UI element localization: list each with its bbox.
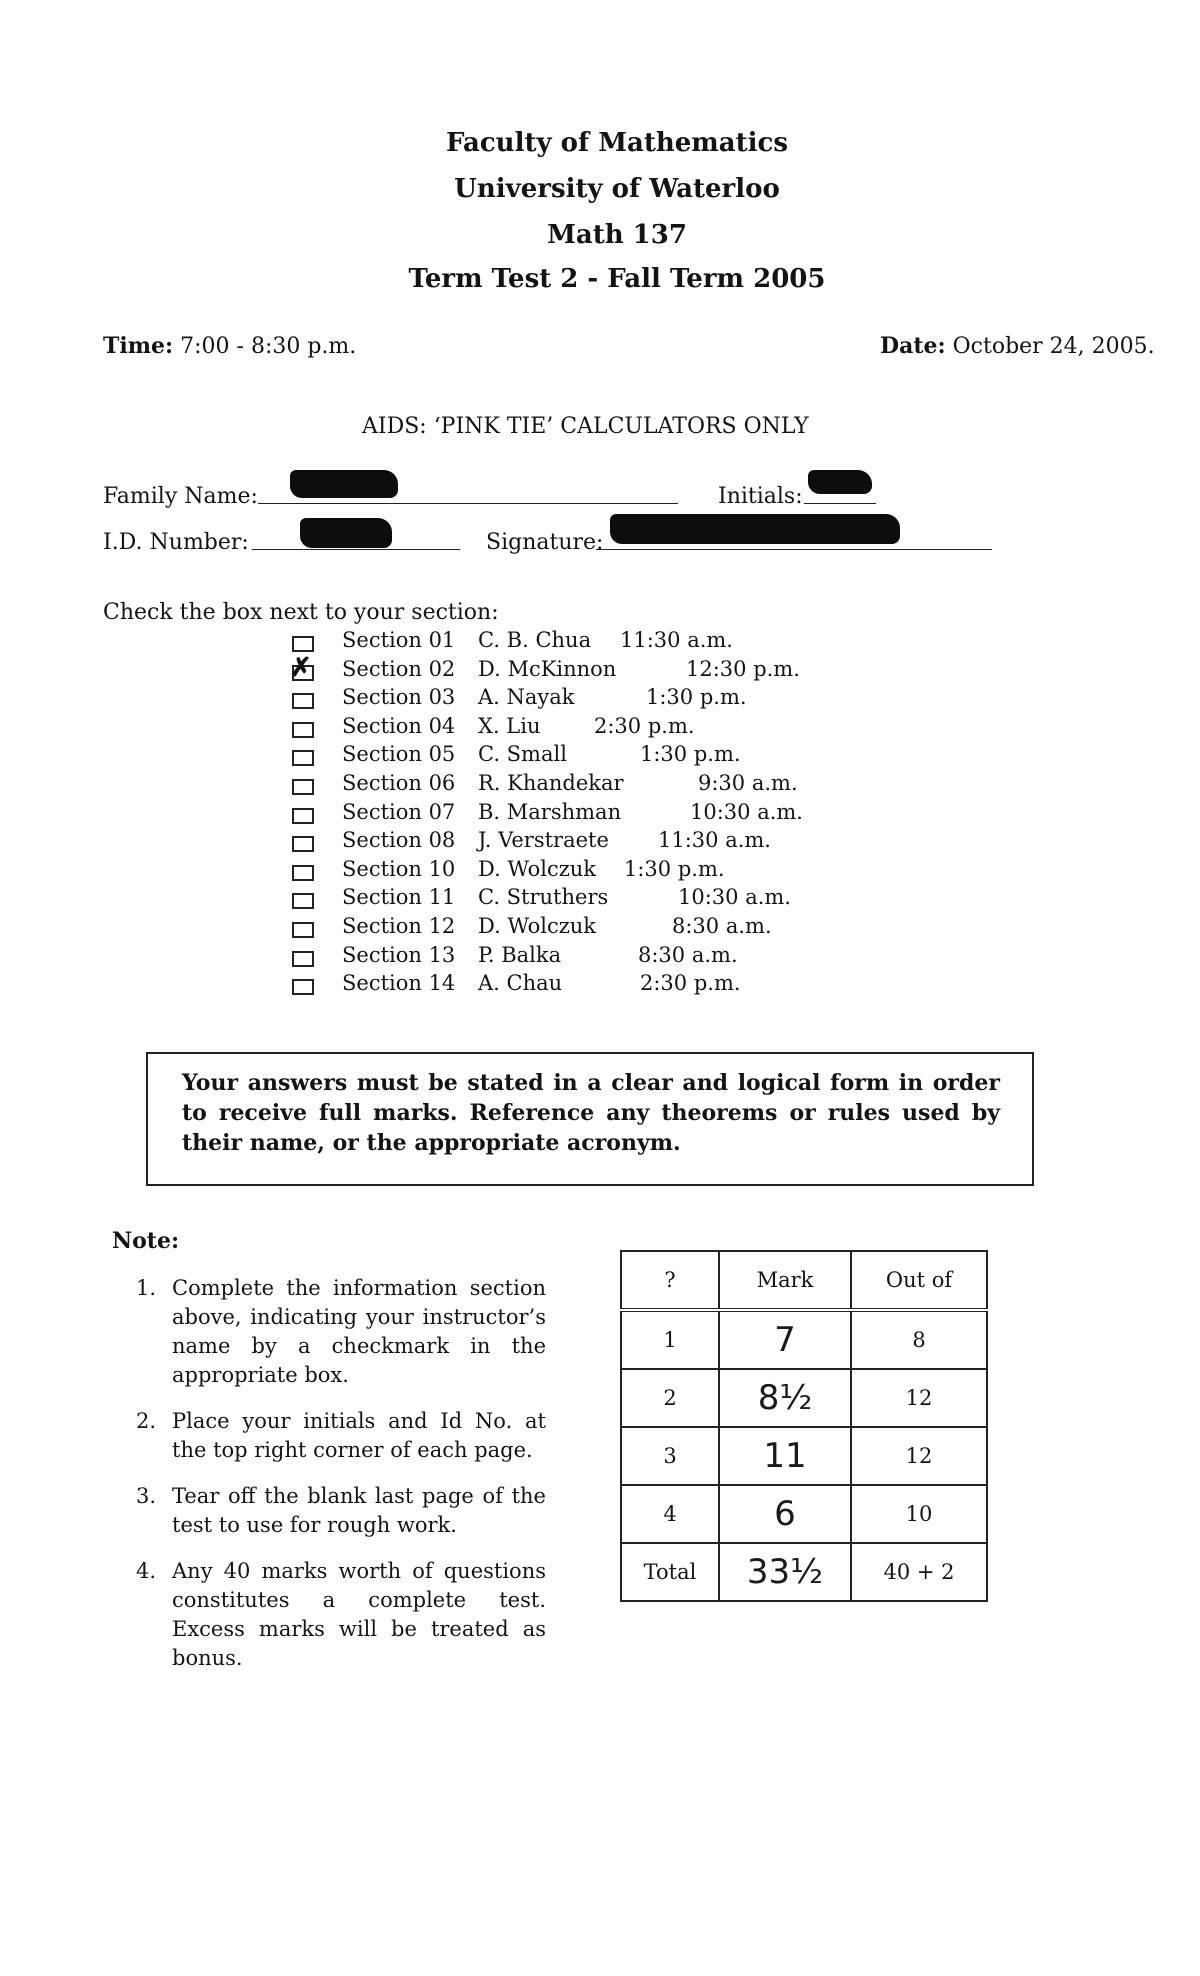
university-title: University of Waterloo — [454, 174, 780, 204]
table-row — [621, 1427, 987, 1485]
id-number-label: I.D. Number: — [103, 530, 249, 555]
section-checkbox[interactable] — [292, 922, 314, 938]
section-instructor: C. Struthers — [478, 885, 609, 910]
section-instructor: R. Khandekar — [478, 771, 624, 795]
family-name-line — [258, 503, 678, 504]
signature-line — [596, 549, 992, 550]
initials-line — [804, 503, 876, 504]
section-row — [0, 628, 1200, 657]
note-title: Note: — [112, 1228, 180, 1254]
section-time: 1:30 p.m. — [646, 685, 747, 710]
section-instructor: B. Marshman — [478, 799, 622, 824]
section-instructor: C. B. Chua — [478, 628, 592, 652]
section-row — [0, 652, 1200, 686]
signature-label: Signature: — [486, 530, 604, 555]
table-row — [621, 1369, 987, 1427]
header-question: ? — [621, 1251, 719, 1310]
section-checkbox[interactable] — [292, 636, 314, 652]
out-of-cell: 8 — [851, 1310, 987, 1369]
out-of-cell: 10 — [851, 1485, 987, 1543]
time-label: Time: — [103, 333, 174, 359]
section-row — [0, 685, 1200, 714]
table-row — [621, 1310, 987, 1369]
note-item: 3. Tear off the blank last page of the test to use for rough work. — [136, 1484, 546, 1537]
instructions-box: Your answers must be stated in a clear and logical form in order to receive full marks. Reference any theorems or rules used by their name, or the appropriate acronym. — [146, 1052, 1034, 1186]
sections-intro: Check the box next to your section: — [103, 600, 499, 625]
out-of-cell: 12 — [851, 1369, 987, 1427]
section-checkbox[interactable] — [292, 808, 314, 824]
course-title: Math 137 — [547, 220, 687, 250]
section-checkbox[interactable] — [292, 722, 314, 738]
section-checkbox[interactable] — [292, 865, 314, 881]
marks-table — [620, 1250, 988, 1602]
section-name: Section 07 — [342, 799, 456, 824]
mark-cell: 11 — [719, 1427, 851, 1485]
section-checkbox[interactable] — [292, 693, 314, 709]
section-name: Section 03 — [342, 685, 456, 710]
signature-redaction — [610, 514, 900, 544]
section-checkbox[interactable] — [292, 836, 314, 852]
section-name: Section 13 — [342, 942, 456, 967]
section-time: 1:30 p.m. — [640, 742, 741, 767]
section-time: 8:30 a.m. — [638, 942, 738, 967]
section-checkbox[interactable] — [292, 979, 314, 995]
aids-notice: AIDS: ‘PINK TIE’ CALCULATORS ONLY — [362, 414, 809, 439]
section-instructor: D. Wolczuk — [478, 914, 597, 938]
section-instructor: J. Verstraete — [478, 828, 609, 853]
table-row-total — [621, 1543, 987, 1601]
section-row — [0, 771, 1200, 800]
header-mark: Mark — [719, 1251, 851, 1310]
out-of-cell: 12 — [851, 1427, 987, 1485]
checkmark-icon: ✗ — [290, 652, 312, 683]
section-checkbox[interactable] — [292, 779, 314, 795]
family-name-label: Family Name: — [103, 484, 258, 509]
time-line — [103, 333, 356, 359]
section-instructor: A. Chau — [478, 971, 563, 996]
section-time: 10:30 a.m. — [690, 799, 803, 824]
section-checkbox[interactable] — [292, 893, 314, 909]
section-checkbox[interactable] — [292, 750, 314, 766]
question-cell: 4 — [621, 1485, 719, 1543]
question-cell: 1 — [621, 1310, 719, 1369]
section-time: 8:30 a.m. — [672, 914, 772, 938]
section-name: Section 14 — [342, 971, 456, 996]
total-out-of-cell: 40 + 2 — [851, 1543, 987, 1601]
question-cell: 2 — [621, 1369, 719, 1427]
question-cell: 3 — [621, 1427, 719, 1485]
section-row — [0, 828, 1200, 857]
sections-list — [0, 628, 1200, 1008]
mark-cell: 8½ — [719, 1369, 851, 1427]
initials-label: Initials: — [718, 484, 803, 509]
mark-cell: 6 — [719, 1485, 851, 1543]
section-name: Section 04 — [342, 713, 456, 738]
section-name: Section 12 — [342, 914, 456, 938]
marks-table-header — [621, 1251, 987, 1310]
section-time: 12:30 p.m. — [686, 656, 800, 681]
family-name-redaction — [290, 470, 398, 498]
section-name: Section 08 — [342, 828, 456, 853]
faculty-title: Faculty of Mathematics — [445, 128, 789, 158]
section-row — [0, 914, 1200, 943]
mark-cell: 7 — [719, 1310, 851, 1369]
note-item: 4. Any 40 marks worth of questions constitutes a complete test. Excess marks will be treated as bonus. — [136, 1559, 546, 1670]
section-name: Section 11 — [342, 885, 456, 910]
section-time: 11:30 a.m. — [658, 828, 771, 853]
header-out-of: Out of — [851, 1251, 987, 1310]
section-row — [0, 971, 1200, 1000]
initials-redaction — [808, 470, 872, 494]
section-instructor: P. Balka — [478, 942, 562, 967]
date-label: Date: — [880, 333, 946, 359]
test-title: Term Test 2 - Fall Term 2005 — [408, 264, 826, 294]
section-time: 11:30 a.m. — [620, 628, 733, 652]
table-row — [621, 1485, 987, 1543]
date-value: October 24, 2005. — [952, 334, 1155, 359]
section-name: Section 06 — [342, 771, 456, 795]
id-number-line — [252, 549, 460, 550]
section-row — [0, 857, 1200, 886]
section-time: 2:30 p.m. — [640, 971, 741, 996]
section-checkbox[interactable] — [292, 951, 314, 967]
time-value: 7:00 - 8:30 p.m. — [180, 334, 357, 359]
section-time: 2:30 p.m. — [594, 713, 695, 738]
section-instructor: C. Small — [478, 742, 567, 767]
total-mark-cell: 33½ — [719, 1543, 851, 1601]
section-row — [0, 885, 1200, 914]
section-instructor: X. Liu — [478, 713, 541, 738]
section-name: Section 02 — [342, 656, 456, 681]
section-name: Section 05 — [342, 742, 456, 767]
section-instructor: D. McKinnon — [478, 656, 617, 681]
section-name: Section 10 — [342, 856, 456, 881]
section-row — [0, 742, 1200, 771]
total-label-cell: Total — [621, 1543, 719, 1601]
section-time: 9:30 a.m. — [698, 771, 798, 795]
section-time: 1:30 p.m. — [624, 856, 725, 881]
section-time: 10:30 a.m. — [678, 885, 791, 910]
note-list — [136, 1274, 546, 1690]
section-name: Section 01 — [342, 628, 456, 652]
id-number-redaction — [300, 518, 392, 548]
section-instructor: A. Nayak — [478, 685, 575, 710]
section-row — [0, 800, 1200, 829]
note-item: 1. Complete the information section above, indicating your instructor’s name by a checkmark in the appropriate box. — [136, 1276, 546, 1387]
section-instructor: D. Wolczuk — [478, 856, 597, 881]
note-item: 2. Place your initials and Id No. at the top right corner of each page. — [136, 1409, 546, 1462]
section-row — [0, 714, 1200, 743]
section-row — [0, 943, 1200, 972]
date-line — [880, 333, 1155, 359]
